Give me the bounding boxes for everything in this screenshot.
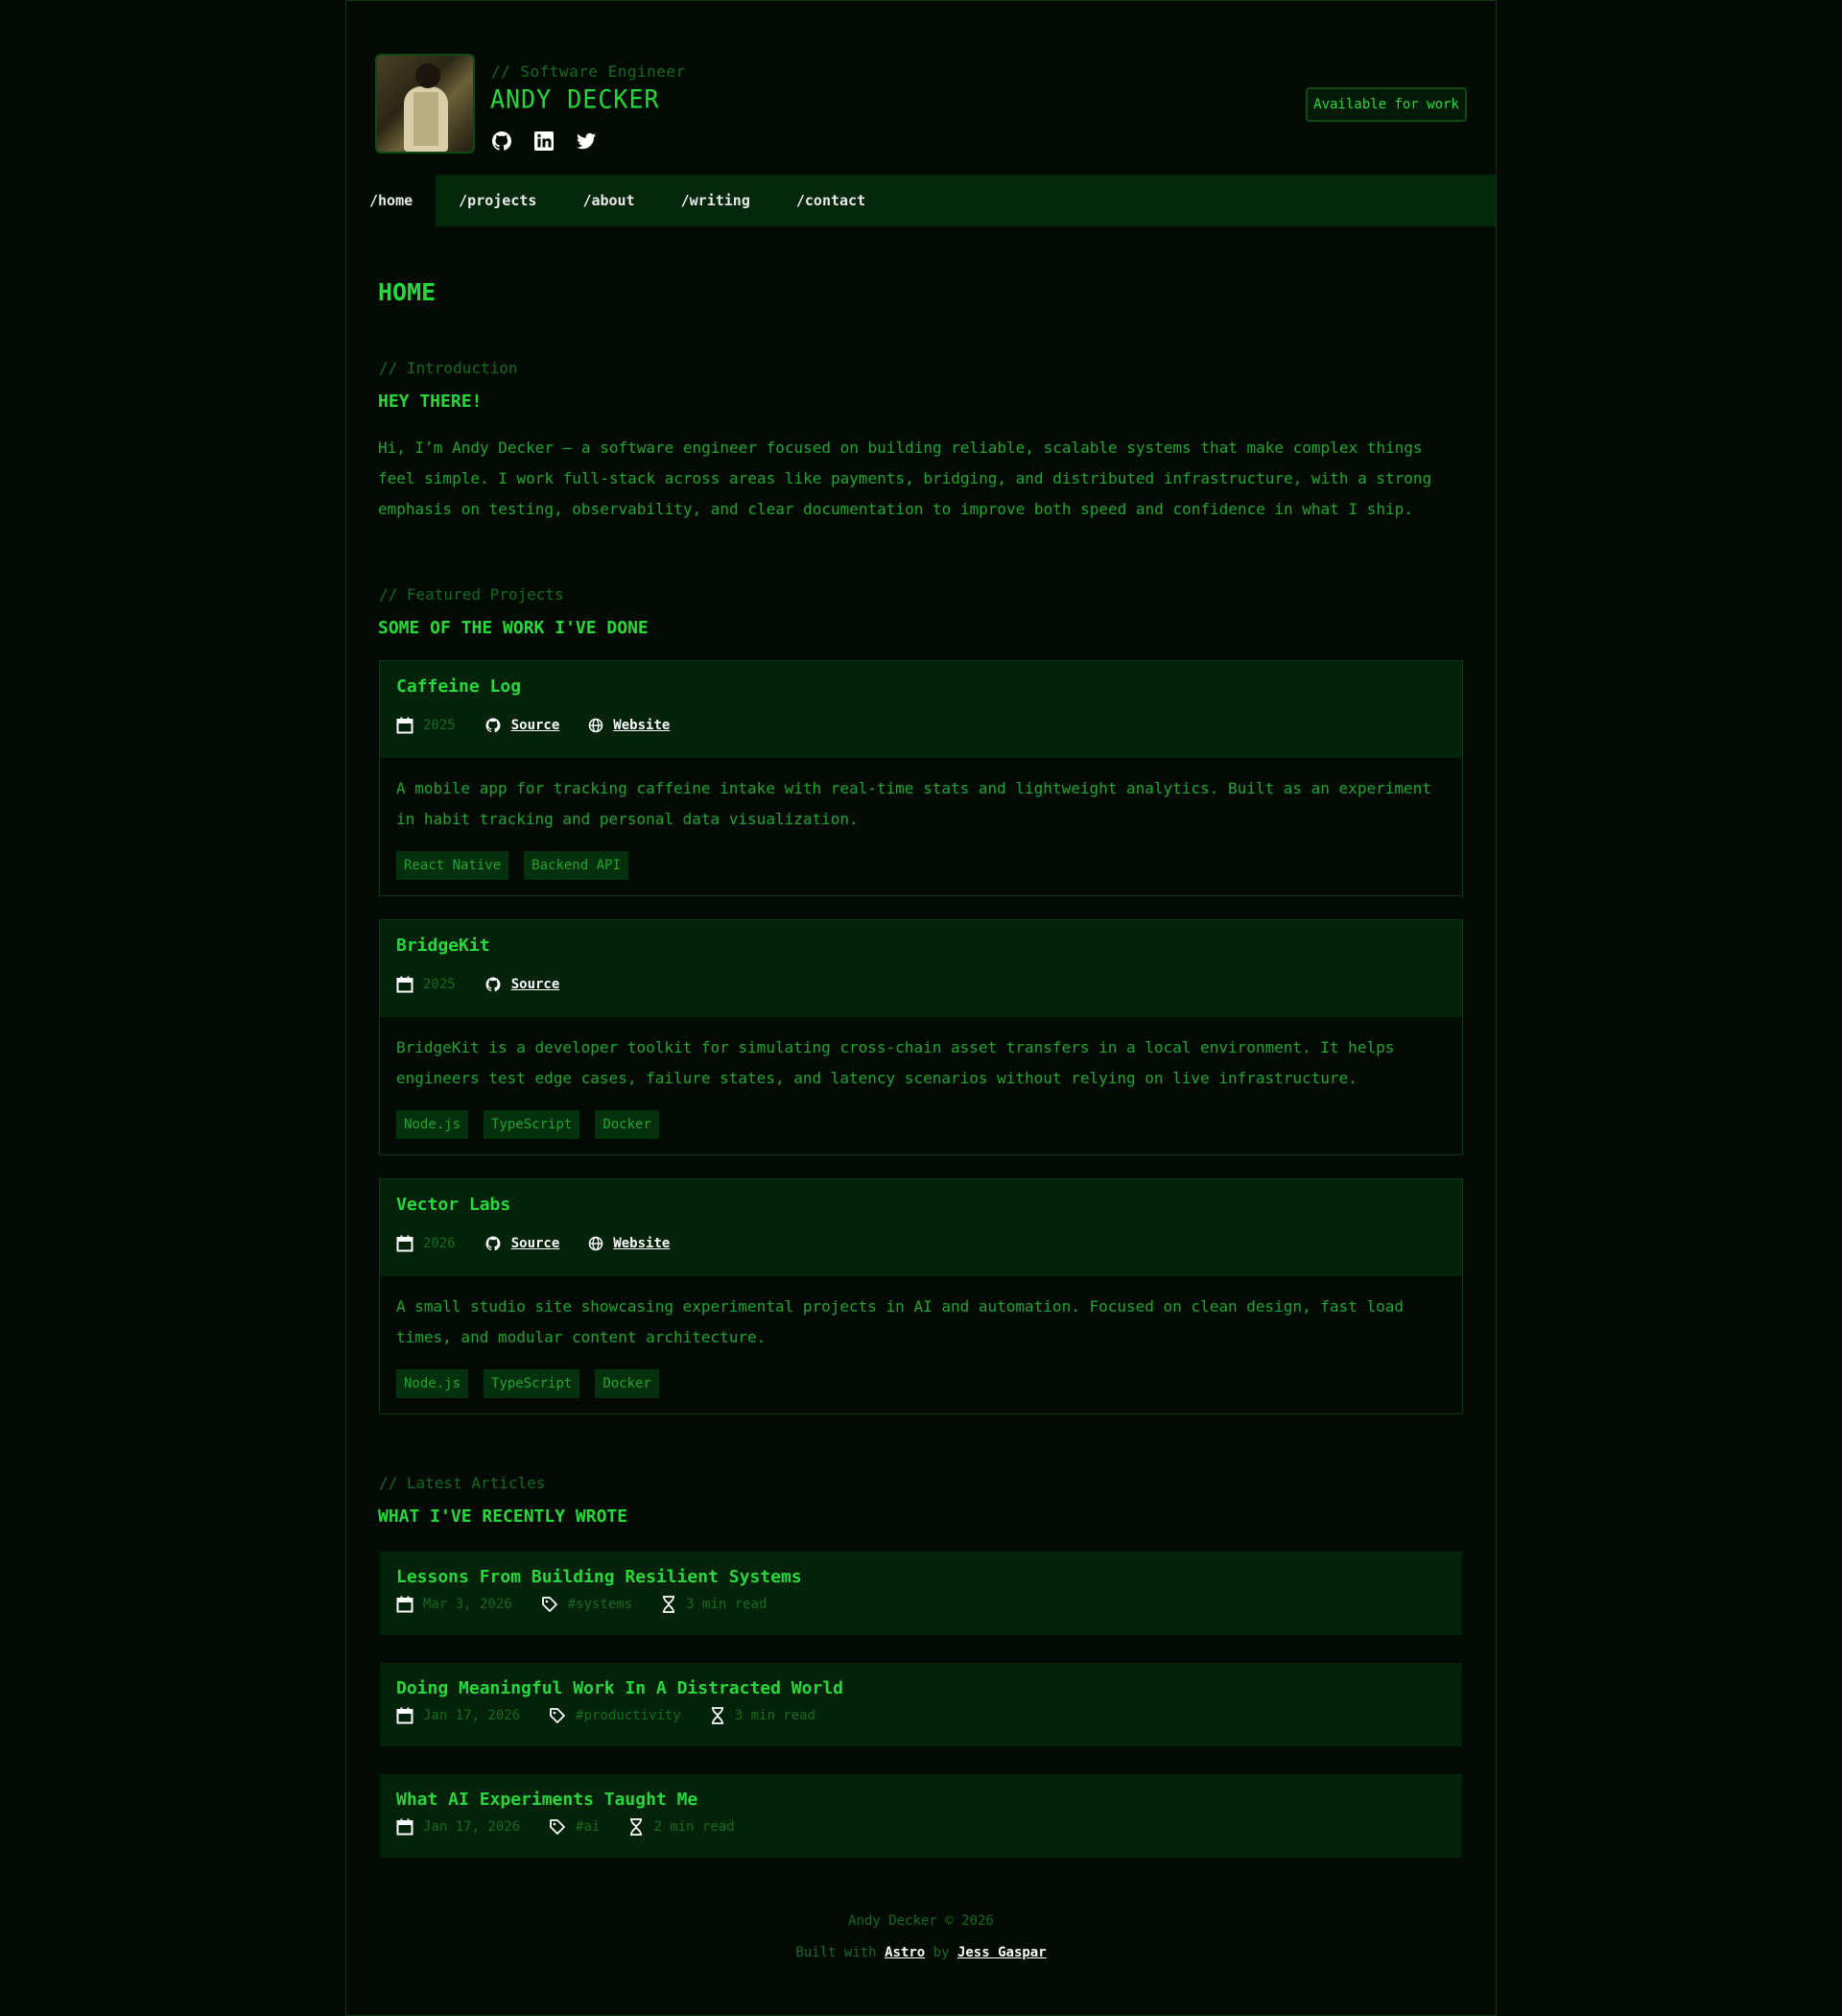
nav-item-contact[interactable]: /contact [795,192,866,209]
article-tag[interactable]: #ai [576,1819,601,1835]
article-tag[interactable]: #systems [567,1597,633,1612]
project-card-header [380,661,1462,758]
calendar-icon [396,1818,413,1836]
hourglass-icon [661,1596,676,1613]
footer-credits [346,1945,1496,1960]
project-card [379,919,1463,1155]
intro-title: HEY THERE! [378,391,483,412]
social-links [490,130,598,153]
article-title[interactable]: Lessons From Building Resilient Systems [396,1567,802,1587]
tech-tag: Docker [595,1369,659,1398]
nav-item-writing[interactable]: /writing [680,192,750,209]
project-title[interactable]: Vector Labs [396,1195,511,1215]
article-tag[interactable]: #productivity [576,1708,681,1723]
project-description: A mobile app for tracking caffeine intake with real-time stats and lightweight analytics. Built as an experiment in habit tracking and personal data visualization. [396,779,1431,828]
project-meta [396,1235,1446,1252]
source-link[interactable]: Source [510,1236,560,1251]
calendar-icon [396,1235,413,1252]
page-title: HOME [378,278,437,306]
project-title[interactable]: BridgeKit [396,936,490,956]
project-tags [396,1369,1446,1398]
article-card[interactable] [380,1774,1462,1858]
tech-tag: Docker [595,1110,659,1139]
articles-title: WHAT I'VE RECENTLY WROTE [378,1506,628,1527]
project-card-header [380,1179,1462,1276]
article-card[interactable] [380,1552,1462,1635]
intro-text: Hi, I’m Andy Decker — a software engineer focused on building reliable, scalable systems that make complex things feel simple. I work full-stack across areas like payments, bridging, and distributed infrastructure, with a strong emphasis on testing, observability, and clear documentation to improve both speed and confidence in what I ship. [378,439,1432,518]
github-icon [484,717,502,734]
github-icon [484,1235,502,1252]
project-year: 2026 [423,1236,456,1251]
avatar [375,54,475,154]
project-tags [396,1110,1446,1139]
project-card [379,1178,1463,1414]
nav-item-about[interactable]: /about [582,192,635,209]
tech-tag: Node.js [396,1110,468,1139]
tech-tag: Node.js [396,1369,468,1398]
projects-label: // Featured Projects [379,585,564,604]
calendar-icon [396,717,413,734]
project-title[interactable]: Caffeine Log [396,676,522,697]
footer-copyright: Andy Decker © 2026 [848,1913,994,1929]
article-title[interactable]: What AI Experiments Taught Me [396,1790,698,1810]
articles-label: // Latest Articles [379,1474,546,1492]
calendar-icon [396,1707,413,1724]
nav-item-home[interactable]: /home [346,175,436,226]
footer-built-with: Built with [795,1945,877,1960]
linkedin-icon[interactable] [532,130,555,153]
tech-tag: Backend API [524,851,628,880]
article-meta [396,1818,1446,1836]
project-meta [396,717,1446,734]
source-link[interactable]: Source [510,977,560,992]
github-icon[interactable] [490,130,513,153]
article-card[interactable] [380,1663,1462,1746]
globe-icon [588,1236,603,1251]
github-icon [484,976,502,993]
main-nav [346,175,1496,226]
author-link[interactable]: Jess Gaspar [956,1945,1047,1960]
tag-icon [541,1596,558,1613]
tech-tag: React Native [396,851,508,880]
nav-item-projects[interactable]: /projects [459,192,537,209]
project-tags [396,851,1446,880]
article-read-time: 3 min read [686,1597,768,1612]
astro-link[interactable]: Astro [885,1945,926,1960]
hourglass-icon [710,1707,725,1724]
tech-tag: TypeScript [484,1110,579,1139]
site-name: ANDY DECKER [490,84,660,114]
intro-label: // Introduction [379,359,518,377]
projects-title: SOME OF THE WORK I'VE DONE [378,618,649,638]
source-link[interactable]: Source [510,718,560,733]
website-link[interactable]: Website [613,1236,671,1251]
project-card-header [380,920,1462,1017]
tag-icon [549,1818,566,1836]
project-year: 2025 [423,977,456,992]
article-meta [396,1596,1446,1613]
role-label: // Software Engineer [491,62,686,81]
article-date: Mar 3, 2026 [423,1597,512,1612]
article-date: Jan 17, 2026 [423,1708,521,1723]
article-meta [396,1707,1446,1724]
site-header [346,1,1496,175]
project-description: A small studio site showcasing experimental projects in AI and automation. Focused on clean design, fast load times, and modular content architecture. [396,1297,1404,1346]
hourglass-icon [628,1818,644,1836]
tech-tag: TypeScript [484,1369,579,1398]
article-date: Jan 17, 2026 [423,1819,521,1835]
article-read-time: 2 min read [653,1819,735,1835]
calendar-icon [396,976,413,993]
footer-by: by [933,1945,950,1960]
website-link[interactable]: Website [613,718,671,733]
project-card [379,660,1463,896]
project-description: BridgeKit is a developer toolkit for simulating cross-chain asset transfers in a local environment. It helps engineers test edge cases, failure states, and latency scenarios without relying on live infrastructure. [396,1038,1395,1087]
project-meta [396,976,1446,993]
project-year: 2025 [423,718,456,733]
page-frame [345,0,1497,2016]
article-read-time: 3 min read [734,1708,816,1723]
tag-icon [549,1707,566,1724]
article-title[interactable]: Doing Meaningful Work In A Distracted World [396,1678,843,1698]
availability-badge: Available for work [1306,87,1467,122]
globe-icon [588,718,603,733]
calendar-icon [396,1596,413,1613]
twitter-icon[interactable] [575,130,598,153]
